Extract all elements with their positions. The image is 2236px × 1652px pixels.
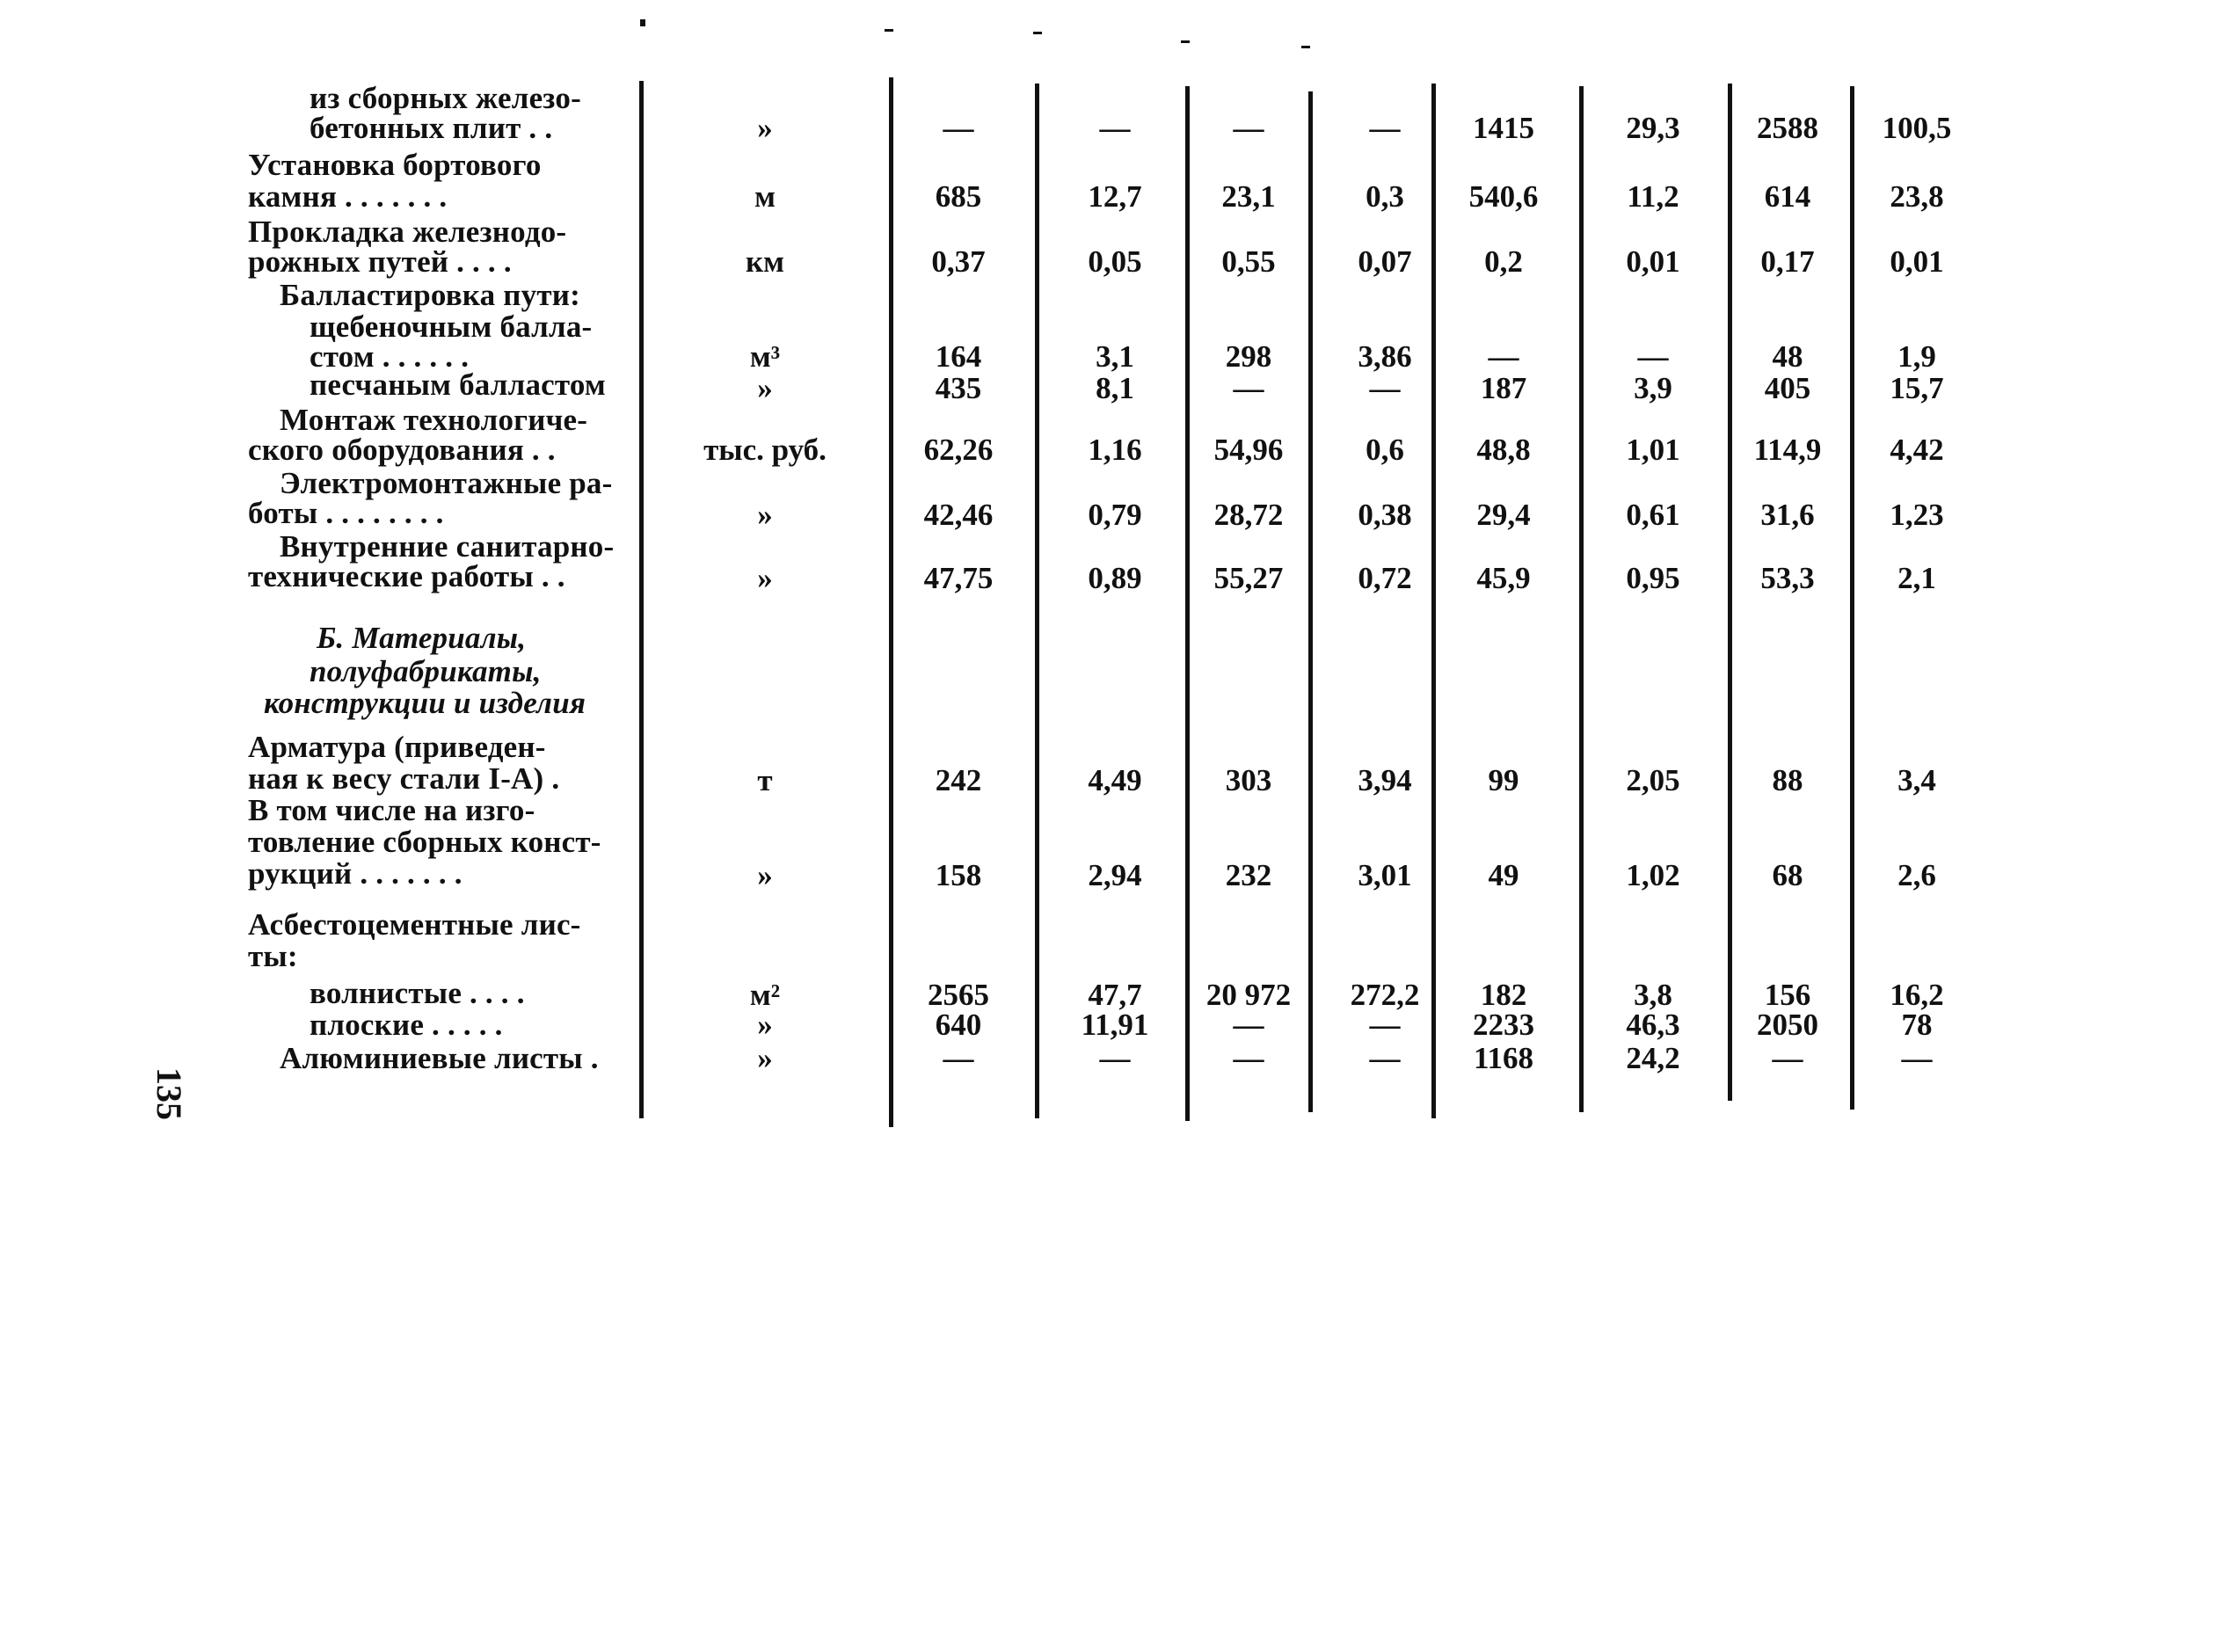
column-rule bbox=[1035, 84, 1039, 1118]
value-cell: 540,6 bbox=[1468, 179, 1539, 214]
value-cell: 2,94 bbox=[1088, 858, 1142, 892]
value-cell: 0,37 bbox=[931, 244, 986, 279]
value-cell: — bbox=[1233, 371, 1264, 405]
value-cell: 2233 bbox=[1473, 1008, 1534, 1042]
row-label-line: Прокладка железнодо- bbox=[248, 215, 567, 249]
value-cell: — bbox=[1772, 1041, 1803, 1075]
value-cell: 1,23 bbox=[1890, 498, 1944, 532]
value-cell: 0,55 bbox=[1221, 244, 1276, 279]
row-label-line: песчаным балластом bbox=[310, 368, 606, 402]
value-cell: 0,3 bbox=[1366, 179, 1404, 214]
column-rule bbox=[1850, 86, 1854, 1110]
value-cell: — bbox=[1233, 1041, 1264, 1075]
value-cell: 158 bbox=[935, 858, 982, 892]
unit-cell: м bbox=[754, 179, 776, 214]
value-cell: 0,79 bbox=[1088, 498, 1142, 532]
section-heading-line: полуфабрикаты, bbox=[310, 654, 542, 688]
value-cell: 3,86 bbox=[1358, 339, 1412, 374]
row-label-line: Алюминиевые листы . bbox=[280, 1041, 599, 1075]
value-cell: 2,1 bbox=[1897, 561, 1936, 595]
value-cell: 78 bbox=[1901, 1008, 1933, 1042]
value-cell: 3,1 bbox=[1096, 339, 1134, 374]
value-cell: 0,01 bbox=[1890, 244, 1944, 279]
value-cell: 42,46 bbox=[923, 498, 994, 532]
value-cell: 1168 bbox=[1473, 1041, 1534, 1075]
row-label-line: рукций . . . . . . . bbox=[248, 856, 462, 891]
value-cell: 23,8 bbox=[1890, 179, 1944, 214]
value-cell: 156 bbox=[1764, 978, 1811, 1012]
value-cell: 2565 bbox=[928, 978, 989, 1012]
value-cell: 2,05 bbox=[1626, 763, 1680, 797]
unit-cell: » bbox=[757, 498, 773, 532]
value-cell: 0,01 bbox=[1626, 244, 1680, 279]
unit-cell: » bbox=[757, 371, 773, 405]
value-cell: 100,5 bbox=[1882, 111, 1952, 145]
value-cell: — bbox=[1637, 339, 1669, 374]
value-cell: 0,6 bbox=[1366, 433, 1404, 467]
section-heading-line: конструкции и изделия bbox=[264, 686, 586, 720]
value-cell: 3,8 bbox=[1634, 978, 1672, 1012]
value-cell: — bbox=[1369, 371, 1401, 405]
unit-cell: » bbox=[757, 111, 773, 145]
value-cell: 20 972 bbox=[1205, 978, 1292, 1012]
value-cell: 0,61 bbox=[1626, 498, 1680, 532]
value-cell: — bbox=[1099, 111, 1131, 145]
row-label-line: из сборных железо- bbox=[310, 81, 581, 115]
value-cell: — bbox=[943, 111, 974, 145]
row-label-line: Установка бортового bbox=[248, 148, 542, 182]
value-cell: 55,27 bbox=[1213, 561, 1284, 595]
value-cell: 0,89 bbox=[1088, 561, 1142, 595]
row-label-line: Асбестоцементные лис- bbox=[248, 907, 581, 942]
value-cell: 303 bbox=[1225, 763, 1272, 797]
value-cell: 1415 bbox=[1473, 111, 1534, 145]
value-cell: 1,01 bbox=[1626, 433, 1680, 467]
value-cell: — bbox=[1369, 1008, 1401, 1042]
value-cell: 54,96 bbox=[1213, 433, 1284, 467]
value-cell: 187 bbox=[1480, 371, 1527, 405]
unit-cell: » bbox=[757, 1041, 773, 1075]
value-cell: 4,42 bbox=[1890, 433, 1944, 467]
print-mark bbox=[885, 29, 893, 32]
row-label-line: Балластировка пути: bbox=[280, 278, 580, 312]
value-cell: — bbox=[943, 1041, 974, 1075]
value-cell: 24,2 bbox=[1626, 1041, 1680, 1075]
value-cell: 242 bbox=[935, 763, 982, 797]
value-cell: 298 bbox=[1225, 339, 1272, 374]
value-cell: 685 bbox=[935, 179, 982, 214]
value-cell: 11,91 bbox=[1081, 1008, 1149, 1042]
value-cell: 47,7 bbox=[1088, 978, 1142, 1012]
column-rule bbox=[1579, 86, 1584, 1112]
value-cell: 0,05 bbox=[1088, 244, 1142, 279]
value-cell: — bbox=[1488, 339, 1519, 374]
value-cell: — bbox=[1233, 1008, 1264, 1042]
unit-cell: » bbox=[757, 561, 773, 595]
value-cell: 3,01 bbox=[1358, 858, 1412, 892]
print-mark bbox=[1033, 32, 1042, 34]
unit-cell: тыс. руб. bbox=[703, 433, 827, 467]
unit-cell: » bbox=[757, 858, 773, 892]
value-cell: 99 bbox=[1488, 763, 1519, 797]
value-cell: 46,3 bbox=[1626, 1008, 1680, 1042]
value-cell: — bbox=[1099, 1041, 1131, 1075]
row-label-line: ты: bbox=[248, 939, 298, 973]
value-cell: 435 bbox=[935, 371, 982, 405]
value-cell: 62,26 bbox=[923, 433, 994, 467]
unit-cell: м² bbox=[749, 978, 781, 1012]
row-label-line: В том числе на изго- bbox=[248, 793, 535, 827]
row-label-line: рожных путей . . . . bbox=[248, 244, 512, 279]
column-rule bbox=[1185, 86, 1190, 1121]
value-cell: 405 bbox=[1764, 371, 1811, 405]
row-label-line: Арматура (приведен- bbox=[248, 730, 546, 764]
column-rule bbox=[639, 81, 644, 1118]
value-cell: 0,72 bbox=[1358, 561, 1412, 595]
row-label-line: Внутренние санитарно- bbox=[280, 529, 615, 564]
row-label-line: стом . . . . . . bbox=[310, 339, 470, 374]
row-label-line: технические работы . . bbox=[248, 559, 565, 593]
value-cell: 3,4 bbox=[1897, 763, 1936, 797]
value-cell: 2050 bbox=[1757, 1008, 1818, 1042]
value-cell: 0,2 bbox=[1484, 244, 1523, 279]
value-cell: 2,6 bbox=[1897, 858, 1936, 892]
value-cell: 16,2 bbox=[1890, 978, 1944, 1012]
row-label-line: Электромонтажные ра- bbox=[280, 466, 613, 500]
unit-cell: » bbox=[757, 1008, 773, 1042]
print-mark bbox=[1301, 46, 1310, 48]
row-label-line: щебеночным балла- bbox=[310, 309, 593, 344]
page-number: 135 bbox=[149, 1067, 189, 1120]
row-label-line: ского оборудования . . bbox=[248, 433, 556, 467]
column-rule bbox=[1728, 84, 1732, 1101]
column-rule bbox=[1308, 91, 1313, 1112]
value-cell: — bbox=[1369, 1041, 1401, 1075]
value-cell: 3,94 bbox=[1358, 763, 1412, 797]
value-cell: 0,07 bbox=[1358, 244, 1412, 279]
value-cell: 31,6 bbox=[1760, 498, 1815, 532]
unit-cell: т bbox=[757, 763, 773, 797]
value-cell: 53,3 bbox=[1760, 561, 1815, 595]
unit-cell: км bbox=[745, 244, 785, 279]
value-cell: 4,49 bbox=[1088, 763, 1142, 797]
section-heading-line: Б. Материалы, bbox=[317, 621, 527, 655]
column-rule bbox=[889, 77, 893, 1127]
value-cell: 3,9 bbox=[1634, 371, 1672, 405]
value-cell: 11,2 bbox=[1627, 179, 1679, 214]
row-label-line: товление сборных конст- bbox=[248, 825, 601, 859]
row-label-line: Монтаж технологиче- bbox=[280, 403, 588, 437]
value-cell: 272,2 bbox=[1350, 978, 1420, 1012]
value-cell: — bbox=[1901, 1041, 1933, 1075]
row-label-line: ная к весу стали I-А) . bbox=[248, 761, 560, 796]
value-cell: 45,9 bbox=[1476, 561, 1531, 595]
row-label-line: бетонных плит . . bbox=[310, 111, 553, 145]
value-cell: 1,02 bbox=[1626, 858, 1680, 892]
row-label-line: плоские . . . . . bbox=[310, 1008, 503, 1042]
value-cell: 1,16 bbox=[1088, 433, 1142, 467]
row-label-line: волнистые . . . . bbox=[310, 976, 525, 1010]
unit-cell: м³ bbox=[749, 339, 781, 374]
value-cell: 23,1 bbox=[1221, 179, 1276, 214]
value-cell: 49 bbox=[1488, 858, 1519, 892]
value-cell: 114,9 bbox=[1753, 433, 1822, 467]
value-cell: 614 bbox=[1764, 179, 1811, 214]
value-cell: 0,95 bbox=[1626, 561, 1680, 595]
value-cell: — bbox=[1369, 111, 1401, 145]
value-cell: 29,4 bbox=[1476, 498, 1531, 532]
value-cell: 0,38 bbox=[1358, 498, 1412, 532]
value-cell: 164 bbox=[935, 339, 982, 374]
value-cell: 88 bbox=[1772, 763, 1803, 797]
print-mark bbox=[640, 19, 645, 26]
value-cell: 29,3 bbox=[1626, 111, 1680, 145]
value-cell: 48 bbox=[1772, 339, 1803, 374]
value-cell: 2588 bbox=[1757, 111, 1818, 145]
value-cell: 232 bbox=[1225, 858, 1272, 892]
value-cell: 1,9 bbox=[1897, 339, 1936, 374]
value-cell: — bbox=[1233, 111, 1264, 145]
value-cell: 0,17 bbox=[1760, 244, 1815, 279]
value-cell: 182 bbox=[1480, 978, 1527, 1012]
value-cell: 68 bbox=[1772, 858, 1803, 892]
print-mark bbox=[1181, 40, 1190, 43]
value-cell: 47,75 bbox=[923, 561, 994, 595]
row-label-line: камня . . . . . . . bbox=[248, 179, 448, 214]
value-cell: 12,7 bbox=[1088, 179, 1142, 214]
value-cell: 28,72 bbox=[1213, 498, 1284, 532]
value-cell: 15,7 bbox=[1890, 371, 1944, 405]
value-cell: 640 bbox=[935, 1008, 982, 1042]
value-cell: 48,8 bbox=[1476, 433, 1531, 467]
row-label-line: боты . . . . . . . . bbox=[248, 496, 444, 530]
value-cell: 8,1 bbox=[1096, 371, 1134, 405]
column-rule bbox=[1431, 84, 1436, 1118]
